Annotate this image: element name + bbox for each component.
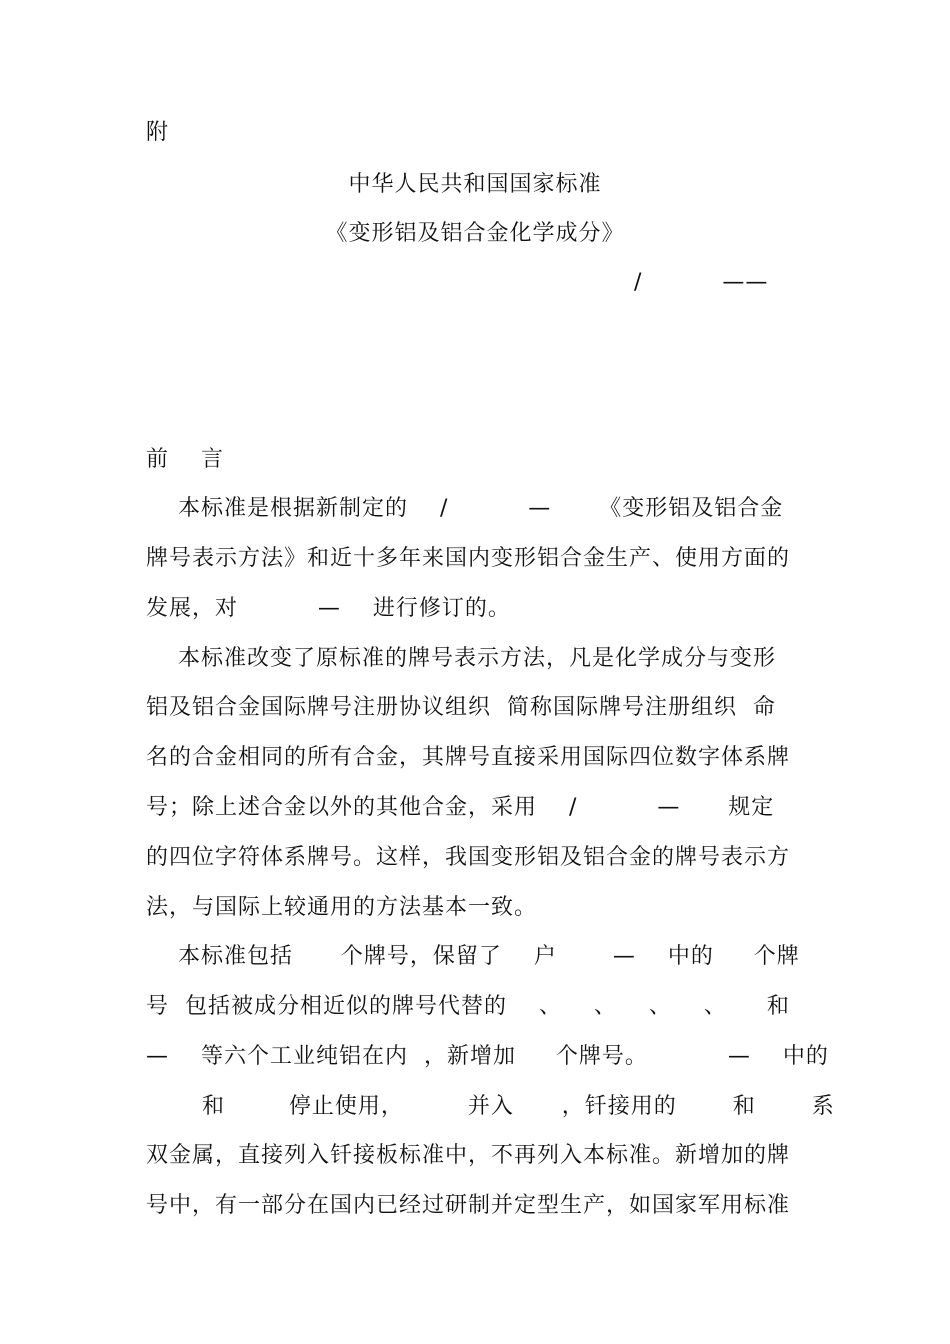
standard-code: / ——: [634, 270, 769, 295]
paragraph-line: 号；除上述合金以外的其他合金，采用 / — 规定: [146, 795, 775, 820]
paragraph-line: 双金属，直接列入钎接板标准中，不再列入本标准。新增加的牌: [146, 1143, 791, 1168]
paragraph-line: 铝及铝合金国际牌号注册协议组织 简称国际牌号注册组织 命: [146, 695, 776, 720]
paragraph-line: 牌号表示方法》和近十多年来国内变形铝合金生产、使用方面的: [146, 546, 791, 571]
paragraph-line: 发展，对 — 进行修订的。: [146, 596, 511, 621]
paragraph-line: 本标准改变了原标准的牌号表示方法，凡是化学成分与变形: [146, 646, 776, 671]
preface-heading: 前 言: [146, 447, 224, 472]
standard-title: 中华人民共和国国家标准: [348, 172, 602, 197]
paragraph-line: 法，与国际上较通用的方法基本一致。: [146, 895, 538, 920]
standard-subtitle: 《变形铝及铝合金化学成分》: [325, 221, 625, 246]
paragraph-line: 号 包括被成分相近似的牌号代替的 、 、 、 、 和: [146, 994, 790, 1019]
paragraph-line: 和 停止使用， 并入 ，钎接用的 和 系: [146, 1094, 835, 1119]
paragraph-line: 的四位字符体系牌号。这样，我国变形铝及铝合金的牌号表示方: [146, 845, 791, 870]
appendix-label: 附: [146, 120, 170, 145]
paragraph-line: 本标准包括 个牌号，保留了 户 — 中的 个牌: [146, 944, 800, 969]
paragraph-line: — 等六个工业纯铝在内 ，新增加 个牌号。 — 中的: [146, 1044, 829, 1069]
paragraph-line: 本标准是根据新制定的 / — 《变形铝及铝合金: [146, 496, 784, 521]
paragraph-line: 名的合金相同的所有合金，其牌号直接采用国际四位数字体系牌: [146, 745, 791, 770]
paragraph-line: 号中，有一部分在国内已经过研制并定型生产，如国家军用标准: [146, 1193, 791, 1218]
